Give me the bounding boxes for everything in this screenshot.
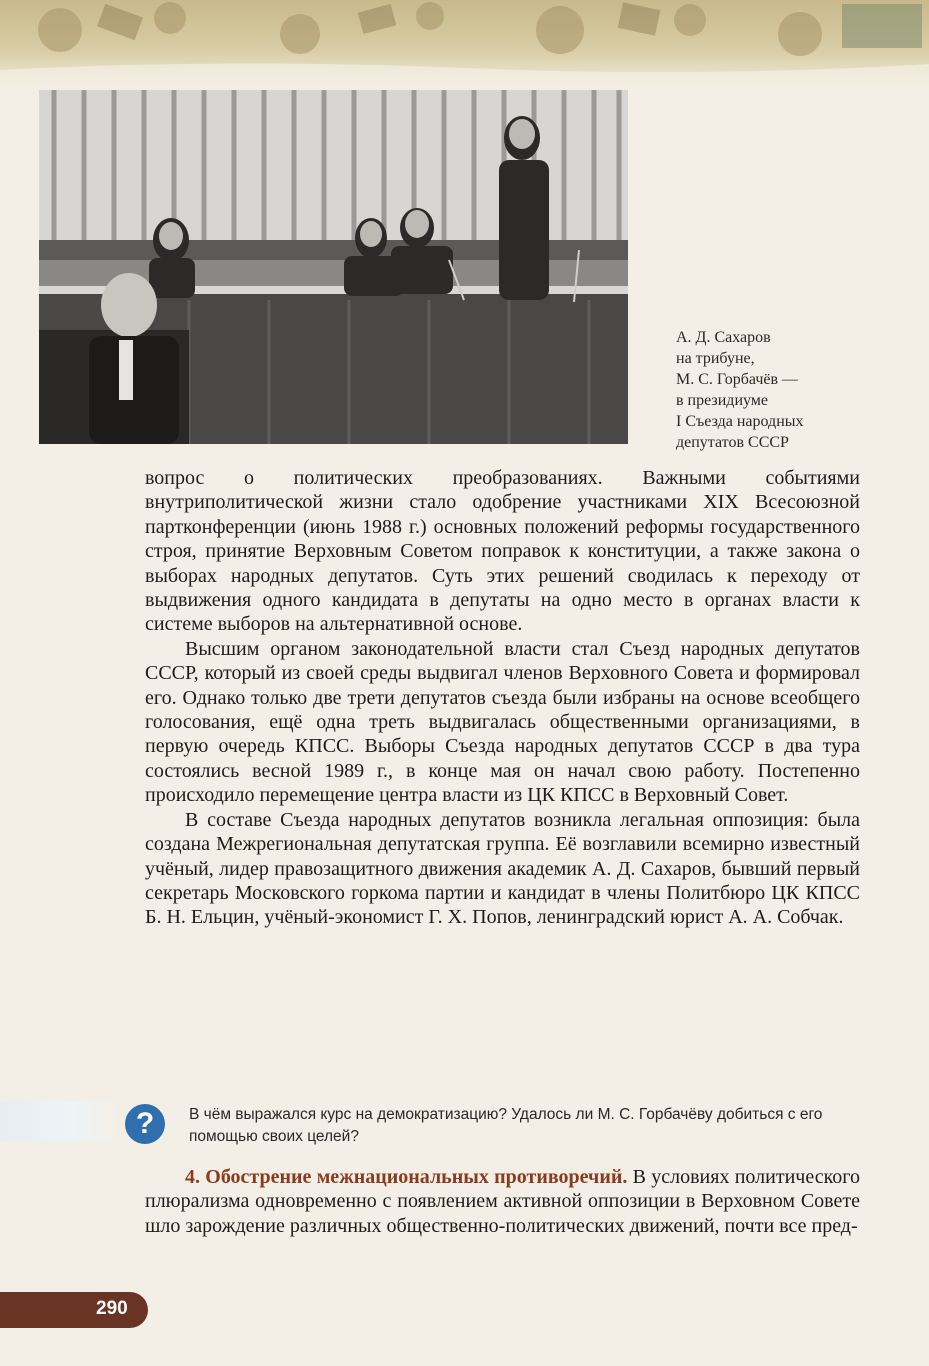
section-text: В условиях политического плюрализма одновременно с появлением активной оппозиции в Верховном Совете шло зарождение различных общественно-политических движений, почти все пред- bbox=[145, 1166, 861, 1237]
question-text: В чём выражался курс на демократизацию? Удалось ли М. С. Горбачёву добиться с его помощью своих целей? bbox=[189, 1106, 823, 1145]
congress-photo bbox=[39, 90, 628, 444]
decorative-header-band bbox=[0, 0, 929, 92]
paragraph: вопрос о политических преобразованиях. Важными событиями внутриполитической жизни стало одобрение участниками XIX Всесоюзной партконференции (июнь 1988 г.) основных положений реформы государственного строя, принятие Верховным Советом поправок к конституции, а также закона о выборах народных депутатов. Суть этих решений сводилась к переходу от выдвижения одного кандидата в депутаты на одно место в органах власти к системе выборов на альтернативной основе. bbox=[145, 467, 860, 636]
paragraph: В составе Съезда народных депутатов возникла легальная оппозиция: была создана Межрегиональная депутатская группа. Её возглавили всемирно известный учёный, лидер правозащитного движения академик А. Д. Сахаров, бывший первый секретарь Московского горкома партии и кандидат в члены Политбюро ЦК КПСС Б. Н. Ельцин, учёный-экономист Г. Х. Попов, ленинградский юрист А. А. Собчак. bbox=[145, 808, 860, 929]
caption-line: на трибуне, bbox=[676, 350, 755, 367]
page-number: 290 bbox=[96, 1298, 128, 1319]
caption-line: М. С. Горбачёв — bbox=[676, 371, 799, 388]
body-text bbox=[145, 466, 860, 930]
caption-line: в президиуме bbox=[676, 392, 769, 409]
caption-line: I Съезда народных bbox=[676, 413, 804, 430]
section-heading: 4. Обострение межнациональных противоречий. bbox=[185, 1166, 628, 1188]
section-4 bbox=[145, 1165, 860, 1238]
paragraph: Высшим органом законодательной власти стал Съезд народных депутатов СССР, который из своей среды выдвигал членов Верховного Совета и формировал его. Однако только две трети депутатов съезда были избраны на основе всеобщего голосования, ещё одна треть выдвигалась общественными организациями, в первую очередь КПСС. Выборы Съезда народных депутатов СССР в два тура состоялись весной 1989 г., в конце мая он начал свою работу. Постепенно происходило перемещение центра власти из ЦК КПСС в Верховный Совет. bbox=[145, 637, 860, 807]
question-icon: ? bbox=[125, 1104, 165, 1144]
question-margin-band bbox=[0, 1101, 120, 1141]
caption-line: А. Д. Сахаров bbox=[676, 329, 771, 346]
section-paragraph bbox=[145, 1165, 860, 1238]
ornament-icon bbox=[0, 0, 929, 92]
photo-caption bbox=[676, 327, 916, 453]
caption-line: депутатов СССР bbox=[676, 434, 789, 451]
